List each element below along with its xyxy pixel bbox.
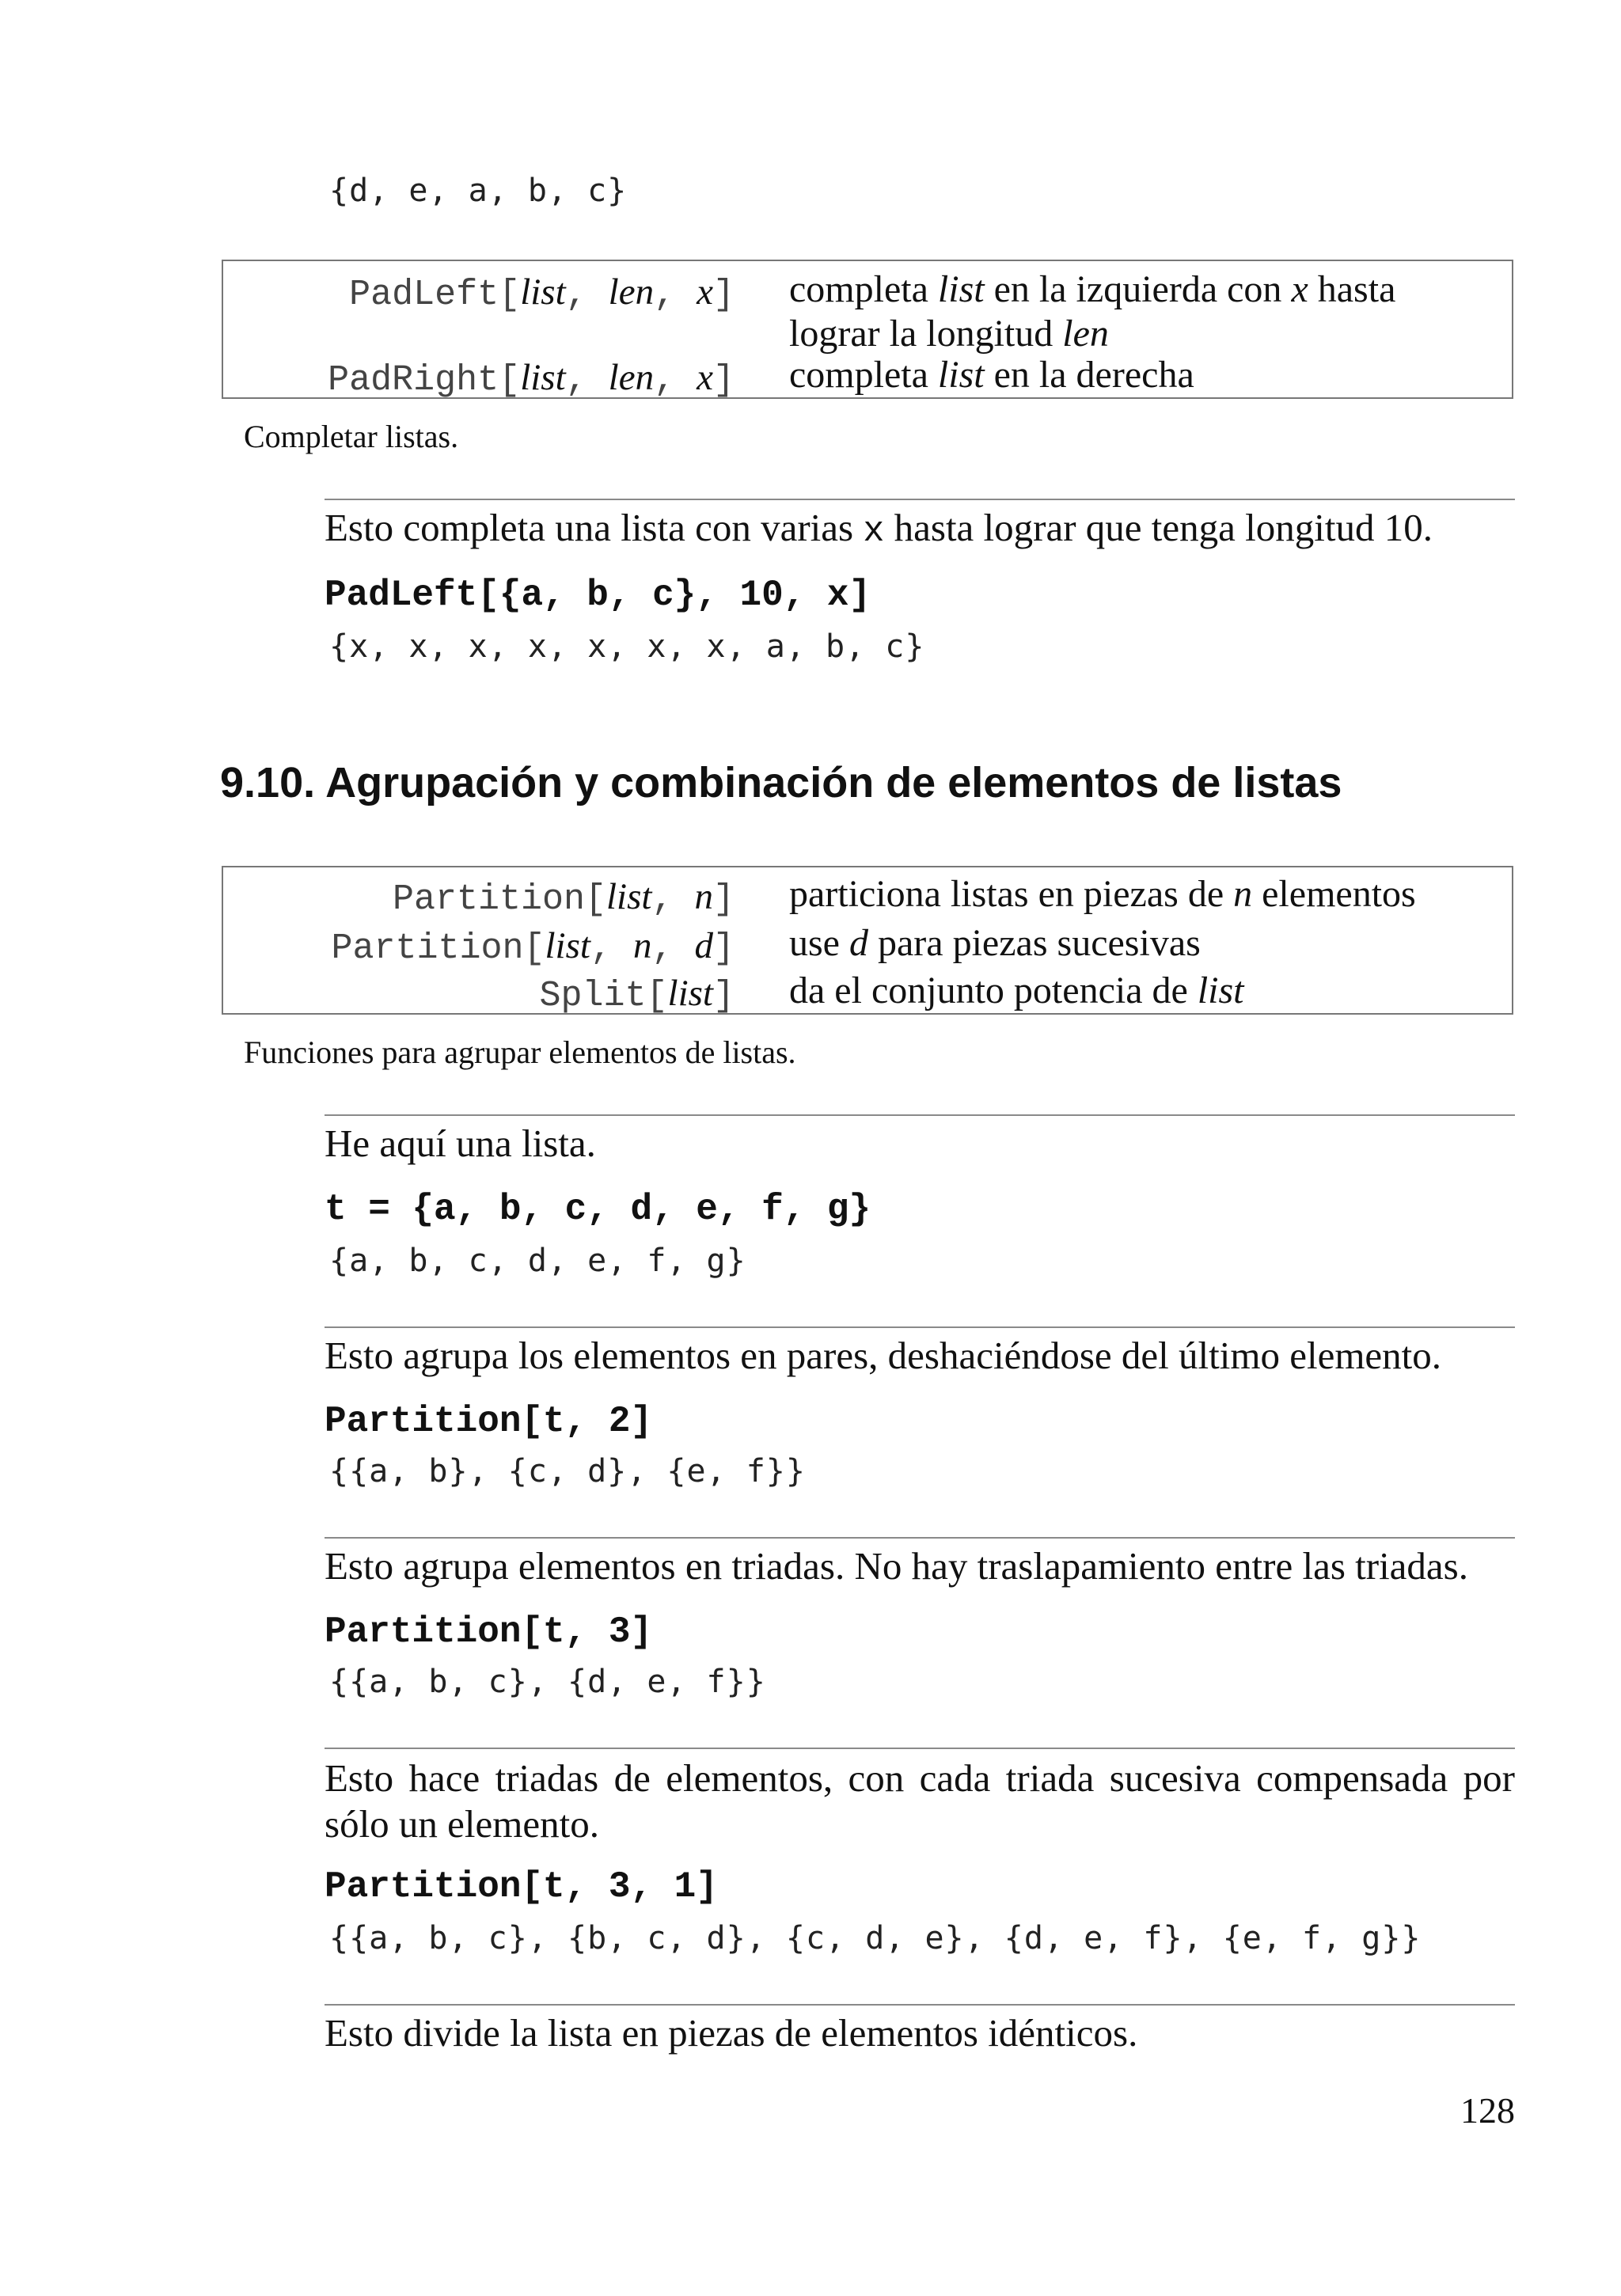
input-cell[interactable]: PadLeft[{a, b, c}, 10, x] xyxy=(325,575,871,616)
function-signature: Partition[list, n, d] xyxy=(331,925,735,969)
table-caption: Completar listas. xyxy=(244,419,459,454)
example-description: Esto agrupa los elementos en pares, deshaciéndose del último elemento. xyxy=(325,1334,1442,1377)
function-description: completa list en la derecha xyxy=(789,354,1194,396)
input-cell[interactable]: Partition[t, 2] xyxy=(325,1401,653,1442)
output-cell-top: {d, e, a, b, c} xyxy=(329,173,628,209)
cell-divider xyxy=(325,1748,1515,1749)
cell-divider xyxy=(325,1326,1515,1328)
function-signature: Split[list] xyxy=(539,973,735,1016)
input-cell[interactable]: t = {a, b, c, d, e, f, g} xyxy=(325,1189,871,1230)
example-description: Esto agrupa elementos en triadas. No hay traslapamiento entre las triadas. xyxy=(325,1544,1468,1588)
function-description: use d para piezas sucesivas xyxy=(789,922,1201,964)
function-description: completa list en la izquierda con x hasta xyxy=(789,268,1396,310)
cell-divider xyxy=(325,2004,1515,2006)
cell-divider xyxy=(325,1114,1515,1116)
cell-divider xyxy=(325,1537,1515,1539)
output-cell: {{a, b}, {c, d}, {e, f}} xyxy=(329,1453,806,1490)
function-signature: Partition[list, n] xyxy=(392,876,735,920)
example-description: Esto hace triadas de elementos, con cada triada sucesiva compensada por sólo un elemento. xyxy=(325,1756,1515,1846)
output-cell: {a, b, c, d, e, f, g} xyxy=(329,1243,746,1279)
example-description: He aquí una lista. xyxy=(325,1121,596,1165)
page-number: 128 xyxy=(1460,2090,1515,2131)
output-cell: {x, x, x, x, x, x, x, a, b, c} xyxy=(329,628,925,665)
function-signature: PadLeft[list, len, x] xyxy=(349,271,735,315)
section-heading: 9.10. Agrupación y combinación de elementos de listas xyxy=(220,759,1342,806)
input-cell[interactable]: Partition[t, 3, 1] xyxy=(325,1866,718,1907)
partition-function-table xyxy=(222,866,1513,1015)
function-description-line2: lograr la longitud len xyxy=(789,313,1109,355)
pad-function-table xyxy=(222,260,1513,399)
output-cell: {{a, b, c}, {b, c, d}, {c, d, e}, {d, e, f}, {e, f, g}} xyxy=(329,1920,1422,1956)
function-signature: PadRight[list, len, x] xyxy=(328,357,735,400)
example-description: Esto divide la lista en piezas de elementos idénticos. xyxy=(325,2011,1138,2055)
function-description: da el conjunto potencia de list xyxy=(789,970,1244,1011)
cell-divider xyxy=(325,499,1515,500)
input-cell[interactable]: Partition[t, 3] xyxy=(325,1611,653,1653)
function-description: particiona listas en piezas de n elementos xyxy=(789,873,1416,915)
example-description: Esto completa una lista con varias x hasta lograr que tenga longitud 10. xyxy=(325,506,1433,552)
output-cell: {{a, b, c}, {d, e, f}} xyxy=(329,1664,766,1700)
table-caption: Funciones para agrupar elementos de listas. xyxy=(244,1034,796,1070)
